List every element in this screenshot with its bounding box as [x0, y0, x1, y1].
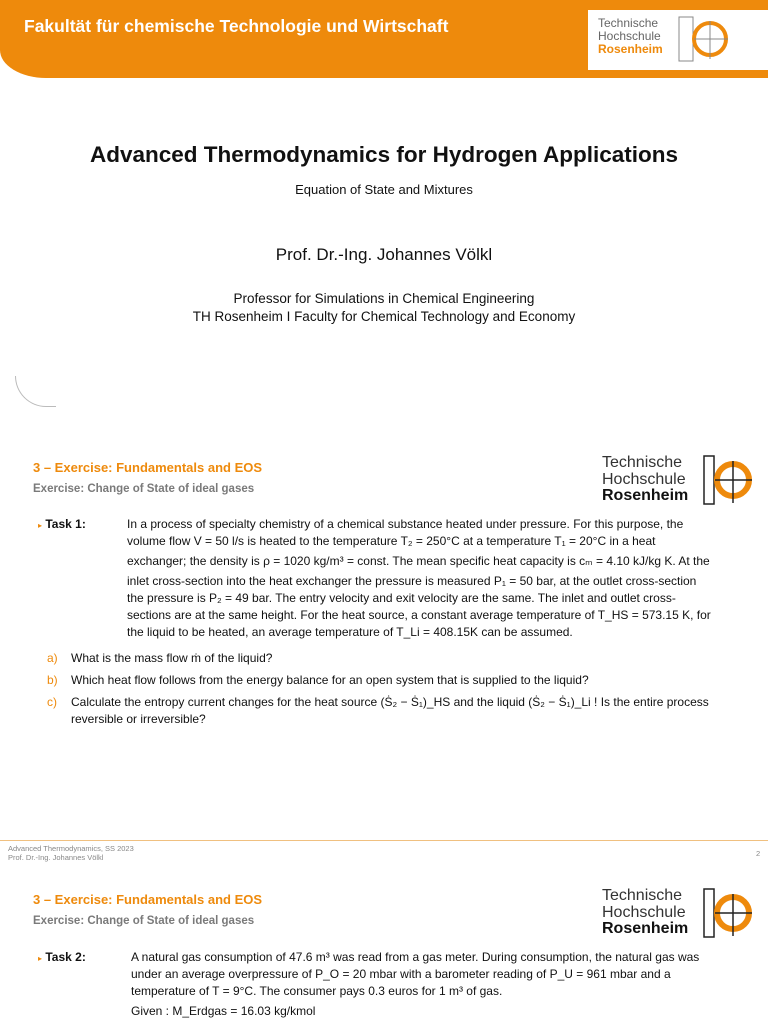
- slide3-logo: [602, 888, 688, 938]
- task-line: the liquid to be heated, an average temperature of T_Li = 408.15K can be assumed.: [127, 625, 573, 639]
- logo-line-1: Technische: [602, 454, 683, 471]
- logo-mark-icon: [703, 888, 753, 938]
- logo-mark-icon: [678, 15, 730, 65]
- question-key: a): [47, 651, 58, 665]
- page-number: 2: [756, 849, 761, 858]
- question-text: Which heat flow follows from the energy balance for an open system that is supplied to the liquid?: [71, 673, 589, 687]
- presentation-title: Advanced Thermodynamics for Hydrogen Applications: [89, 142, 679, 167]
- question-text: What is the mass flow ṁ of the liquid?: [71, 651, 273, 665]
- task-line: the pressure is P₂ = 49 bar. The entry velocity and exit velocity are the same. The inlet and outlet cross-: [127, 591, 676, 605]
- question-text: Calculate the entropy current changes for the heat source (Ṡ₂ − Ṡ₁)_HS and the liquid (Ṡ₂ − Ṡ₁)_Li ! Is the entire process: [71, 695, 709, 709]
- logo-mark-icon: [703, 455, 753, 505]
- question-key: b): [47, 673, 58, 687]
- task-line: In a process of specialty chemistry of a chemical substance heated under pressure. For this purpose, the: [127, 517, 684, 531]
- task-1-text: [127, 516, 747, 641]
- question-c: [47, 694, 747, 711]
- decorative-arc: [15, 376, 56, 407]
- question-a: [47, 650, 747, 667]
- logo-line-1: Technische: [602, 887, 683, 904]
- question-list: [47, 650, 747, 728]
- slide3-heading: 3 – Exercise: Fundamentals and EOS: [33, 892, 263, 907]
- slide2-subheading: Exercise: Change of State of ideal gases: [33, 483, 255, 495]
- logo-line-2: Hochschule: [598, 29, 661, 43]
- task-2: [38, 949, 86, 967]
- logo-line-2: Hochschule: [602, 470, 686, 488]
- task-line: inlet cross-section into the heat exchanger the pressure is measured P₁ = 50 bar, at the outlet cross-section: [127, 574, 697, 588]
- logo-line-3: Rosenheim: [598, 42, 663, 56]
- role-line-1: Professor for Simulations in Chemical Engineering: [233, 291, 535, 306]
- slide2-logo: [602, 455, 688, 505]
- question-b: [47, 672, 747, 689]
- footer-divider: [0, 840, 768, 841]
- task-line: sections are at the same height. For the heat source, a constant average temperature of T_HS = 573.15 K, for: [127, 608, 711, 622]
- question-c-cont: [47, 711, 747, 728]
- logo-line-3: Rosenheim: [602, 920, 689, 937]
- presentation-subtitle: Equation of State and Mixtures: [295, 182, 473, 197]
- task-line: exchanger; the density is ρ = 1020 kg/m³ = const. The mean specific heat capacity is cₘ = 4.10 kJ/kg K. At the: [127, 554, 710, 568]
- bullet-icon: ▸: [38, 954, 43, 963]
- task-line: under an average overpressure of P_O = 20 mbar with a barometer reading of P_U = 961 mbar and a: [131, 967, 671, 981]
- faculty-title: Fakultät für chemische Technologie und Wirtschaft: [24, 16, 449, 36]
- logo-line-1: Technische: [598, 16, 659, 30]
- footer-author: Prof. Dr.-Ing. Johannes Völkl: [8, 853, 104, 862]
- slide2-heading: 3 – Exercise: Fundamentals and EOS: [33, 460, 263, 475]
- role-line-2: TH Rosenheim I Faculty for Chemical Technology and Economy: [192, 309, 576, 324]
- footer-course: Advanced Thermodynamics, SS 2023: [8, 844, 134, 853]
- slide-footer: [8, 844, 134, 862]
- task-line: A natural gas consumption of 47.6 m³ was read from a gas meter. During consumption, the natural gas was: [131, 950, 700, 964]
- task-label: Task 1:: [45, 517, 86, 531]
- task-line: Given : M_Erdgas = 16.03 kg/kmol: [131, 1004, 316, 1018]
- task-label: Task 2:: [45, 950, 86, 964]
- author-name: Prof. Dr.-Ing. Johannes Völkl: [275, 245, 493, 264]
- task-line: temperature of T = 9°C. The consumer pays 0.3 euros for 1 m³ of gas.: [131, 984, 503, 998]
- task-line: volume flow V = 50 l/s is heated to the temperature T₂ = 250°C at a temperature T₁ = 20°C in a heat: [127, 534, 656, 548]
- question-text: reversible or irreversible?: [71, 712, 206, 726]
- logo-line-2: Hochschule: [602, 903, 686, 921]
- slide3-subheading: Exercise: Change of State of ideal gases: [33, 915, 255, 927]
- bullet-icon: ▸: [38, 521, 43, 530]
- author-role: [0, 290, 768, 326]
- logo-line-3: Rosenheim: [602, 487, 689, 504]
- university-logo: [598, 17, 733, 69]
- question-key: c): [47, 695, 57, 709]
- task-2-text: [131, 949, 751, 1020]
